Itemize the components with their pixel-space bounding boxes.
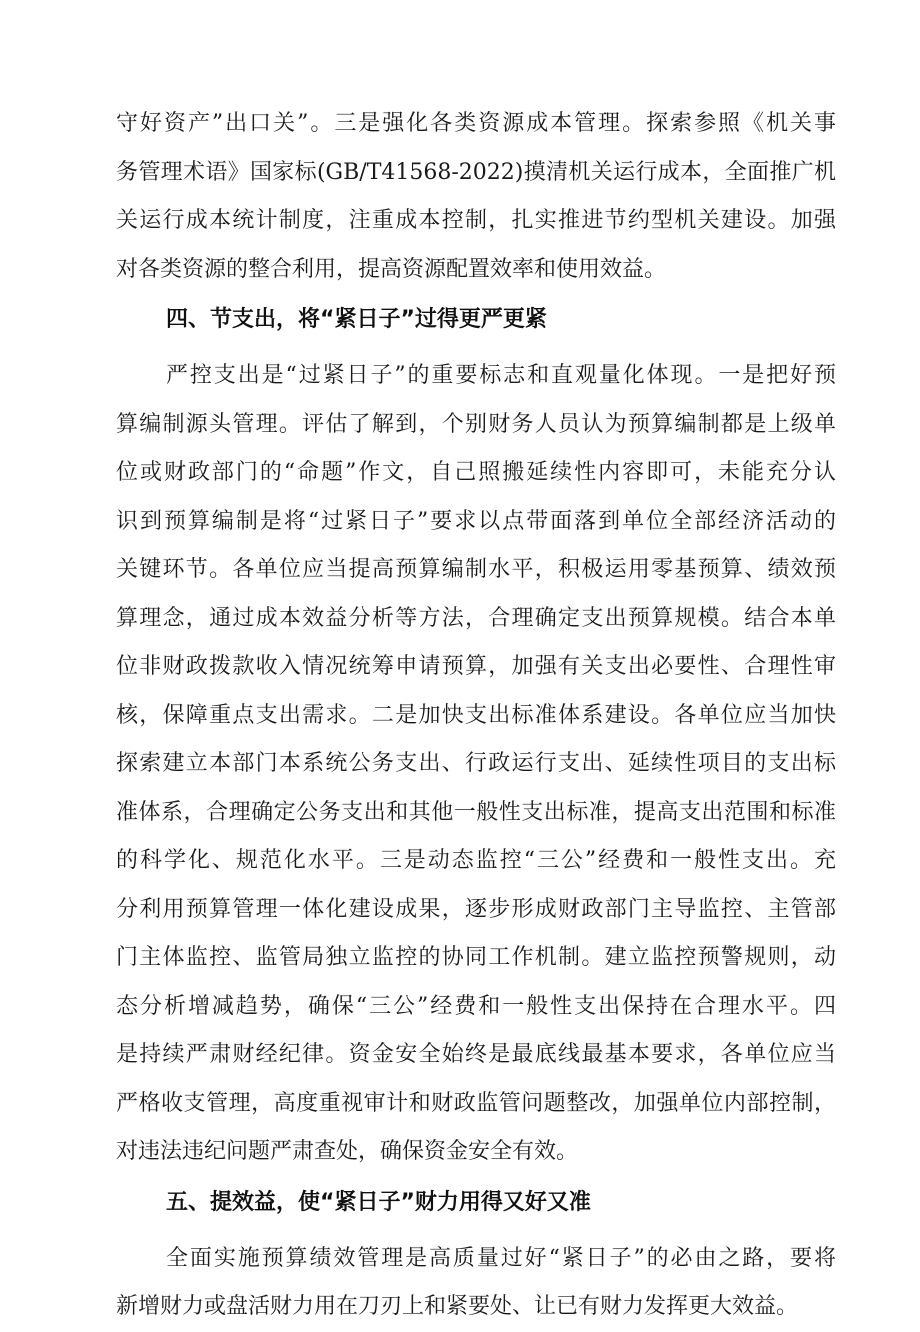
paragraph-line: 位非财政拨款收入情况统筹申请预算，加强有关支出必要性、合理性审 xyxy=(116,654,836,679)
paragraph-line: 准体系，合理确定公务支出和其他一般性支出标准，提高支出范围和标准 xyxy=(116,800,836,825)
section-heading-4: 四、节支出，将“紧日子”过得更严更紧 xyxy=(166,307,547,332)
paragraph-line: 算编制源头管理。评估了解到，个别财务人员认为预算编制都是上级单 xyxy=(116,412,836,437)
paragraph-line: 务管理术语》国家标(GB/T41568-2022)摸清机关运行成本，全面推广机 xyxy=(116,160,836,185)
paragraph-line: 分利用预算管理一体化建设成果，逐步形成财政部门主导监控、主管部 xyxy=(116,897,836,922)
paragraph-line: 对各类资源的整合利用，提高资源配置效率和使用效益。 xyxy=(116,257,667,282)
paragraph-line: 新增财力或盘活财力用在刀刃上和紧要处、让已有财力发挥更大效益。 xyxy=(116,1294,799,1319)
paragraph-line: 门主体监控、监管局独立监控的协同工作机制。建立监控预警规则，动 xyxy=(116,945,836,970)
paragraph-line: 位或财政部门的“命题”作文，自己照搬延续性内容即可，未能充分认 xyxy=(116,460,836,485)
paragraph-line: 探索建立本部门本系统公务支出、行政运行支出、延续性项目的支出标 xyxy=(116,751,836,776)
paragraph-line: 核，保障重点支出需求。二是加快支出标准体系建设。各单位应当加快 xyxy=(116,703,836,728)
paragraph-line: 的科学化、规范化水平。三是动态监控“三公”经费和一般性支出。充 xyxy=(116,848,836,873)
paragraph-line: 态分析增减趋势，确保“三公”经费和一般性支出保持在合理水平。四 xyxy=(116,994,836,1019)
paragraph-line: 守好资产”出口关”。三是强化各类资源成本管理。探索参照《机关事 xyxy=(116,111,836,136)
section-heading-5: 五、提效益，使“紧日子”财力用得又好又准 xyxy=(166,1190,591,1215)
paragraph-line: 关运行成本统计制度，注重成本控制，扎实推进节约型机关建设。加强 xyxy=(116,208,836,233)
paragraph-line: 严控支出是“过紧日子”的重要标志和直观量化体现。一是把好预 xyxy=(166,363,836,388)
paragraph-line: 对违法违纪问题严肃查处，确保资金安全有效。 xyxy=(116,1139,579,1164)
paragraph-line: 算理念，通过成本效益分析等方法，合理确定支出预算规模。结合本单 xyxy=(116,606,836,631)
paragraph-line: 识到预算编制是将“过紧日子”要求以点带面落到单位全部经济活动的 xyxy=(116,509,836,534)
paragraph-line: 严格收支管理，高度重视审计和财政监管问题整改，加强单位内部控制， xyxy=(116,1091,836,1116)
paragraph-line: 是持续严肃财经纪律。资金安全始终是最底线最基本要求，各单位应当 xyxy=(116,1042,836,1067)
paragraph-line: 关键环节。各单位应当提高预算编制水平，积极运用零基预算、绩效预 xyxy=(116,557,836,582)
paragraph-line: 全面实施预算绩效管理是高质量过好“紧日子”的必由之路，要将 xyxy=(166,1246,836,1271)
